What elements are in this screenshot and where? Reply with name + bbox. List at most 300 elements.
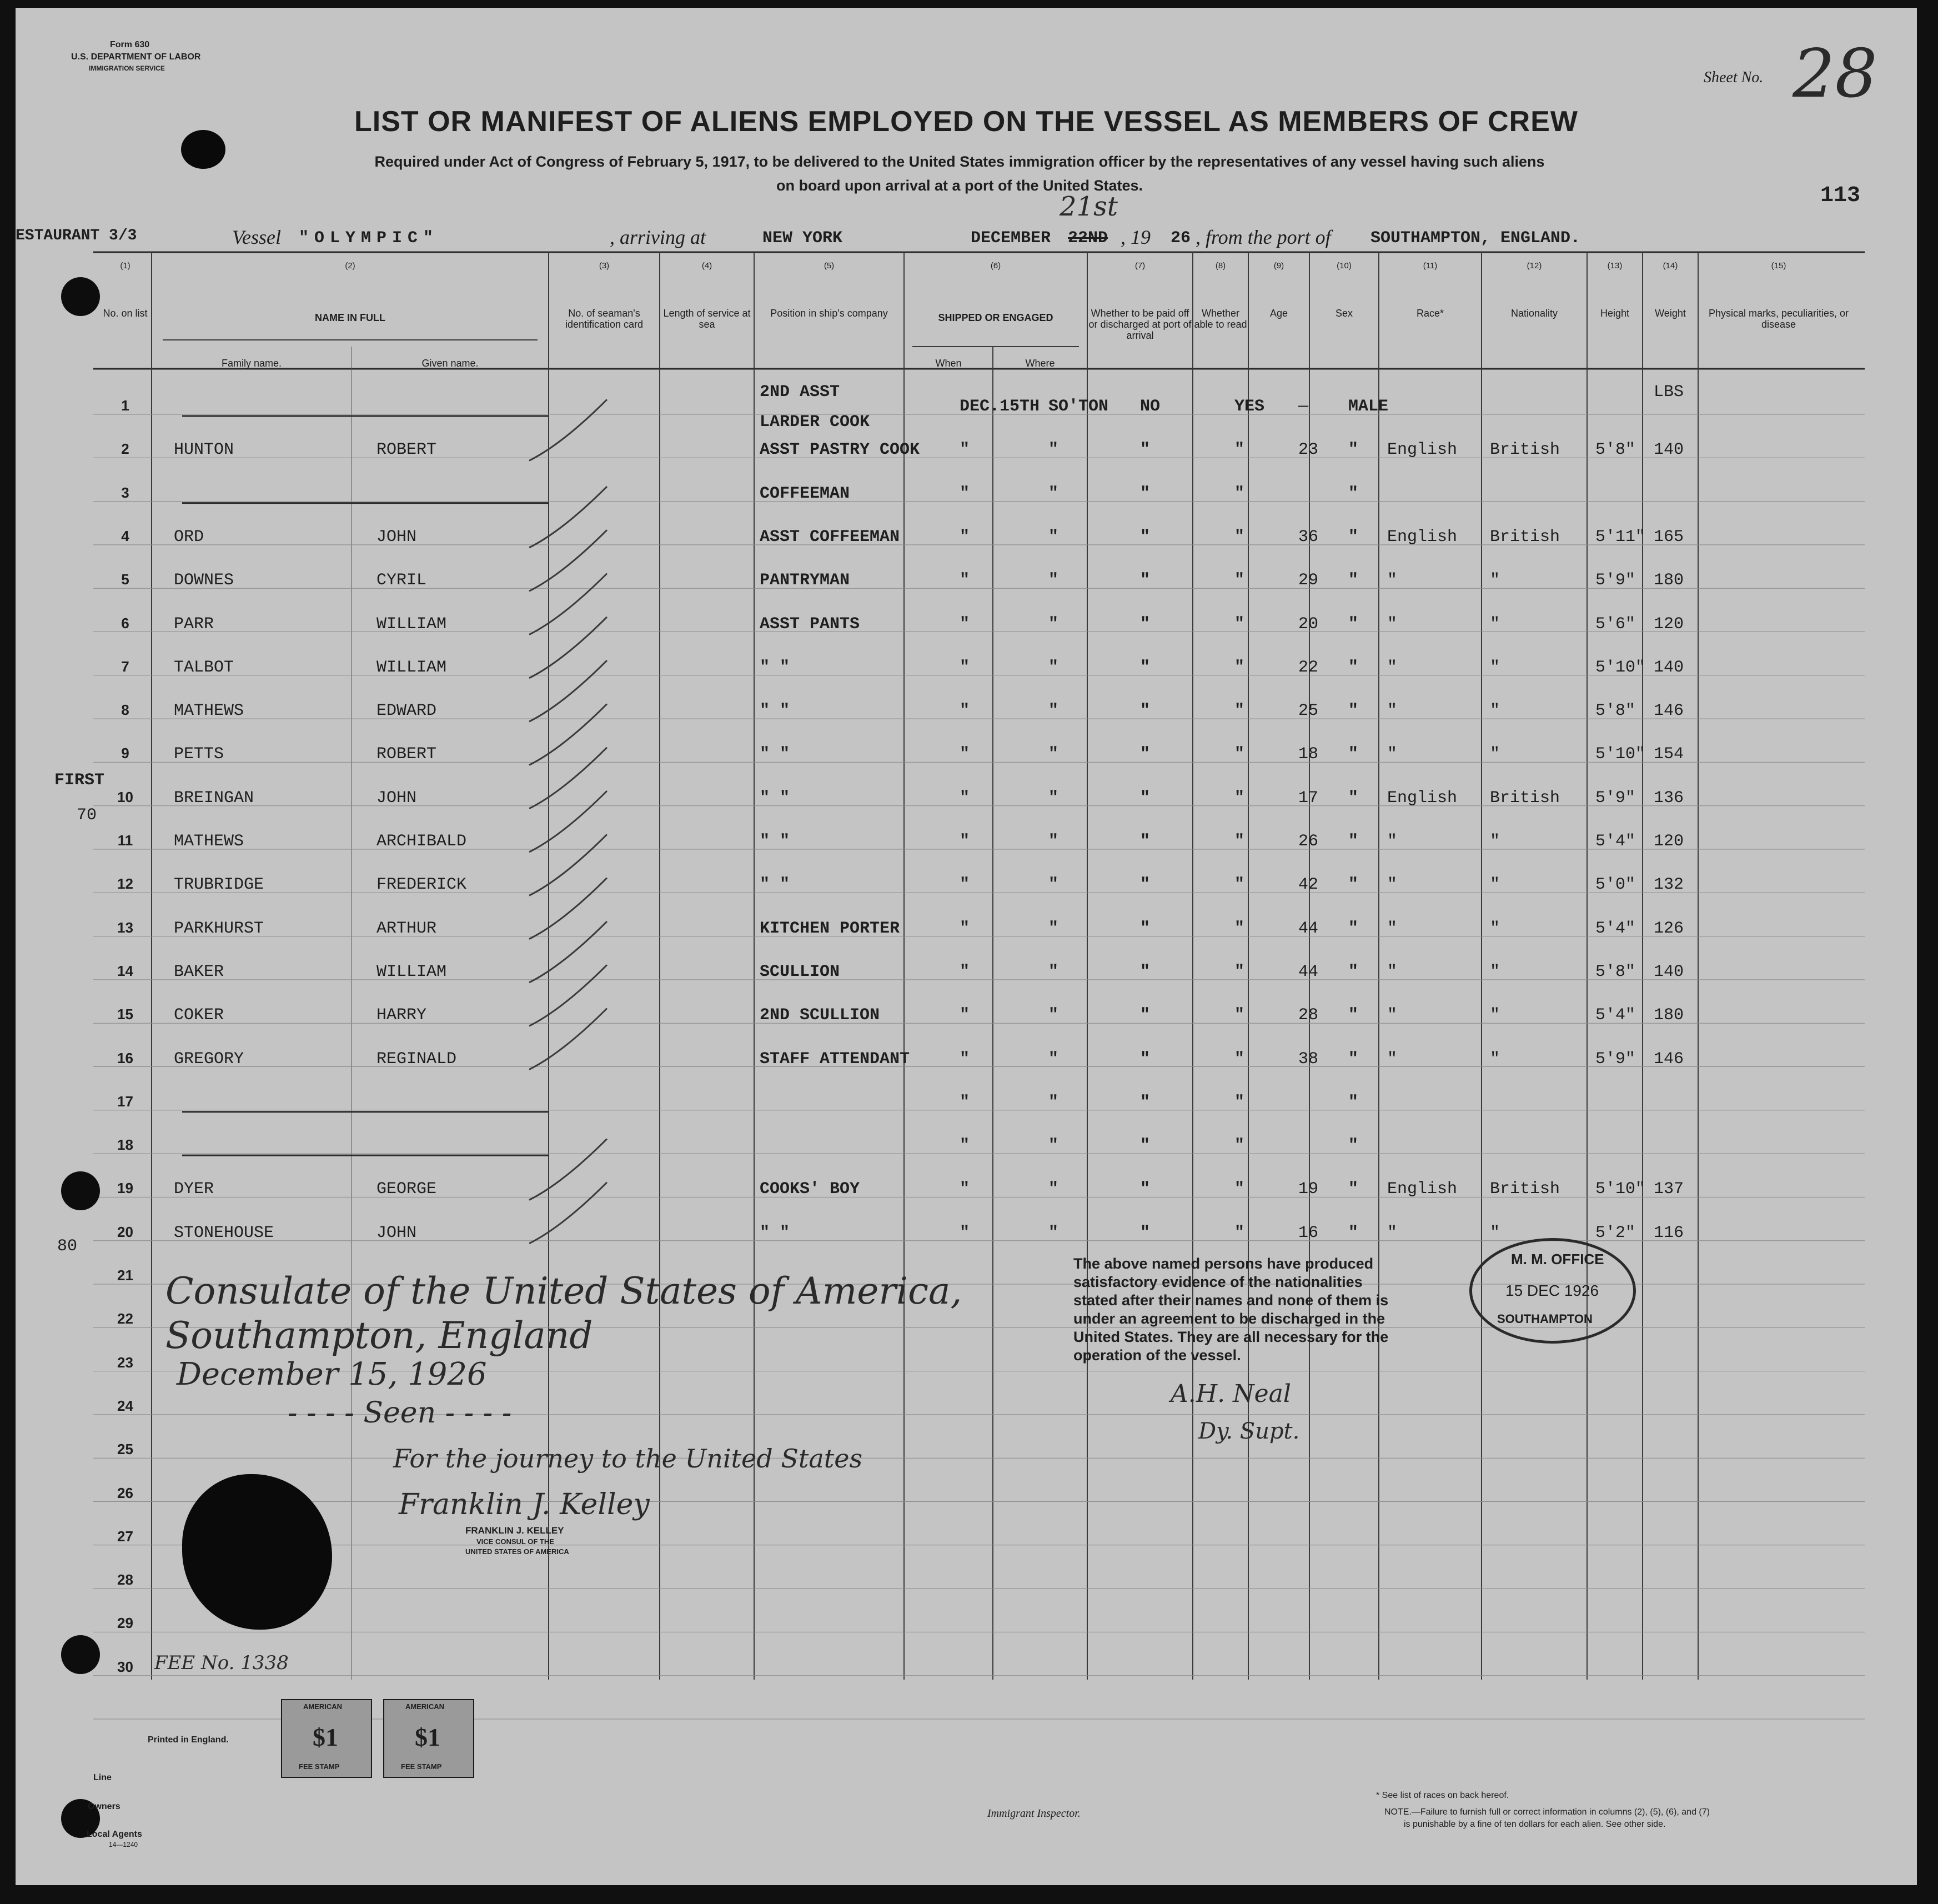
fee-stamp-1: [281, 1699, 372, 1778]
column-number-6: (6): [990, 261, 1001, 270]
cell-weight: 140: [1654, 962, 1684, 981]
cell-sex: ": [1348, 962, 1359, 981]
cell-age: 25: [1298, 702, 1319, 721]
sheet-number: 28: [1793, 36, 1877, 113]
margin-note-first: FIRST: [54, 771, 105, 790]
certification-signature-2: Dy. Supt.: [1198, 1419, 1300, 1444]
cell-given-name: JOHN: [376, 1223, 417, 1242]
immigrant-inspector-label: Immigrant Inspector.: [987, 1807, 1081, 1820]
vessel-label: Vessel: [232, 226, 281, 248]
cell-able-to-read: ": [1234, 745, 1245, 764]
fee-stamp-1-bottom: FEE STAMP: [299, 1762, 340, 1771]
cell-height: 5'2": [1595, 1223, 1636, 1242]
row-number: 4: [121, 527, 129, 544]
cell-weight: LBS: [1654, 383, 1684, 402]
cell-weight: 140: [1654, 440, 1684, 460]
cell-height: 5'10": [1595, 745, 1646, 764]
footer-local-agents: Local Agents: [87, 1830, 142, 1839]
cell-shipped-where: ": [1048, 484, 1059, 503]
consulate-line-2: Southampton, England: [165, 1314, 593, 1357]
printed-in-england: Printed in England.: [148, 1735, 229, 1745]
row-number: 18: [117, 1136, 133, 1154]
cell-able-to-read: YES: [1234, 397, 1265, 416]
cell-race: ": [1387, 571, 1398, 590]
cell-race: ": [1387, 745, 1398, 764]
cell-shipped-where: ": [1048, 440, 1059, 460]
consulate-seen: - - - - Seen - - - -: [288, 1396, 512, 1430]
department-code: ESTAURANT 3/3: [16, 227, 137, 244]
cell-position: COFFEEMAN: [760, 484, 850, 503]
cell-weight: 120: [1654, 614, 1684, 634]
cell-shipped-when: ": [960, 745, 970, 764]
cell-shipped-where: ": [1048, 571, 1059, 590]
form-number: Form 630: [110, 40, 150, 49]
cell-position: 2ND ASST: [760, 383, 840, 402]
row-number: 14: [117, 962, 133, 979]
cell-shipped-when: ": [960, 1049, 970, 1069]
row-number: 2: [121, 440, 129, 458]
office-stamp-top: M. M. OFFICE: [1511, 1251, 1604, 1267]
fee-stamp-2: [383, 1699, 474, 1778]
cell-age: 17: [1298, 788, 1319, 808]
row-number: 27: [117, 1527, 133, 1545]
cell-shipped-where: ": [1048, 962, 1059, 981]
check-mark: [529, 704, 607, 765]
consul-stamp-title-1: VICE CONSUL OF THE: [476, 1537, 554, 1546]
cell-family-name: MATHEWS: [174, 702, 244, 721]
consul-stamp-name: FRANKLIN J. KELLEY: [465, 1525, 564, 1536]
check-mark: [529, 617, 607, 678]
cell-age: 38: [1298, 1049, 1319, 1069]
cell-height: 5'0": [1595, 875, 1636, 895]
cell-shipped-where: ": [1048, 614, 1059, 634]
fine-note-1: NOTE.—Failure to furnish full or correct information in columns (2), (5), (6), and (7): [1384, 1807, 1710, 1817]
cell-family-name: TALBOT: [174, 658, 234, 677]
cell-sex: MALE: [1348, 397, 1389, 416]
requirement-line-2: on board upon arrival at a port of the United States.: [776, 177, 1143, 194]
cell-paid-off: ": [1140, 702, 1151, 721]
cell-nationality: British: [1490, 788, 1560, 808]
column-number-11: (11): [1423, 261, 1438, 270]
cell-sex: ": [1348, 440, 1359, 460]
cell-shipped-when: ": [960, 658, 970, 677]
cell-shipped-where: ": [1048, 1223, 1059, 1242]
punch-hole-3: [61, 1635, 100, 1674]
consulate-date: December 15, 1926: [177, 1356, 487, 1392]
cell-shipped-where: ": [1048, 875, 1059, 895]
cell-weight: 165: [1654, 527, 1684, 547]
cell-weight: 132: [1654, 875, 1684, 895]
cell-given-name: GEORGE: [376, 1180, 437, 1199]
from-port-label: , from the port of: [1196, 226, 1331, 248]
check-mark: [529, 1139, 607, 1200]
cell-able-to-read: ": [1234, 919, 1245, 938]
cell-weight: 180: [1654, 571, 1684, 590]
cell-height: 5'10": [1595, 658, 1646, 677]
cell-paid-off: ": [1140, 875, 1151, 895]
cell-family-name: DYER: [174, 1180, 214, 1199]
cell-family-name: MATHEWS: [174, 832, 244, 851]
cell-shipped-when: ": [960, 962, 970, 981]
cell-age: 16: [1298, 1223, 1319, 1242]
cell-shipped-when: ": [960, 1136, 970, 1156]
row-number: 12: [117, 875, 133, 893]
cell-paid-off: ": [1140, 832, 1151, 851]
cell-age: 29: [1298, 571, 1319, 590]
cell-sex: ": [1348, 1180, 1359, 1199]
cell-weight: 120: [1654, 832, 1684, 851]
cell-sex: ": [1348, 832, 1359, 851]
year-prefix: , 19: [1121, 226, 1151, 248]
cell-given-name: WILLIAM: [376, 614, 447, 634]
column-number-5: (5): [824, 261, 835, 270]
row-number: 17: [117, 1093, 133, 1110]
column-number-8: (8): [1215, 261, 1226, 270]
consulate-journey: For the journey to the United States: [393, 1444, 863, 1474]
cell-age: 22: [1298, 658, 1319, 677]
cell-age: 42: [1298, 875, 1319, 895]
check-mark: [529, 399, 607, 460]
cell-shipped-when: ": [960, 440, 970, 460]
fee-stamp-2-bottom: FEE STAMP: [401, 1762, 442, 1771]
cell-given-name: FREDERICK: [376, 875, 467, 895]
cell-height: 5'4": [1595, 1006, 1636, 1025]
cell-shipped-where: ": [1048, 1136, 1059, 1156]
cell-shipped-when: ": [960, 919, 970, 938]
cell-able-to-read: ": [1234, 440, 1245, 460]
cell-race: ": [1387, 1049, 1398, 1069]
certification-signature-1: A.H. Neal: [1171, 1380, 1291, 1408]
cell-sex: ": [1348, 527, 1359, 547]
cell-family-name: DOWNES: [174, 571, 234, 590]
cell-race: ": [1387, 962, 1398, 981]
column-subheader-2-2: Given name.: [421, 358, 479, 369]
cell-height: 5'9": [1595, 571, 1636, 590]
cell-age: 26: [1298, 832, 1319, 851]
row-number: 7: [121, 658, 129, 675]
row-number: 21: [117, 1267, 133, 1284]
cell-able-to-read: ": [1234, 1093, 1245, 1112]
cell-able-to-read: ": [1234, 832, 1245, 851]
cell-sex: ": [1348, 1006, 1359, 1025]
column-number-2: (2): [345, 261, 355, 270]
cell-race: English: [1387, 527, 1458, 547]
cell-paid-off: ": [1140, 1180, 1151, 1199]
column-subheader-6-1: When: [935, 358, 962, 369]
cell-sex: ": [1348, 875, 1359, 895]
column-header-13: Height: [1600, 308, 1630, 319]
row-number: 11: [117, 832, 133, 849]
cell-sex: ": [1348, 658, 1359, 677]
row-number: 3: [121, 484, 129, 501]
cell-paid-off: ": [1140, 962, 1151, 981]
cell-paid-off: ": [1140, 1006, 1151, 1025]
cell-shipped-when: ": [960, 702, 970, 721]
cell-nationality: ": [1490, 1223, 1500, 1242]
cell-nationality: ": [1490, 745, 1500, 764]
cell-shipped-when: ": [960, 571, 970, 590]
cell-age: 36: [1298, 527, 1319, 547]
cell-able-to-read: ": [1234, 1180, 1245, 1199]
arrival-day-struck: 22ND: [1068, 229, 1108, 248]
cell-age: 23: [1298, 440, 1319, 460]
cell-age: 44: [1298, 919, 1319, 938]
cell-position-line-2: LARDER COOK: [760, 413, 870, 432]
cell-family-name: BREINGAN: [174, 788, 254, 808]
cell-given-name: ARCHIBALD: [376, 832, 467, 851]
cell-race: English: [1387, 440, 1458, 460]
cell-age: 28: [1298, 1006, 1319, 1025]
cell-shipped-where: ": [1048, 745, 1059, 764]
cell-sex: ": [1348, 1136, 1359, 1156]
cell-able-to-read: ": [1234, 484, 1245, 503]
cell-height: 5'4": [1595, 919, 1636, 938]
column-header-15: Physical marks, peculiarities, or disease: [1708, 308, 1849, 330]
cell-sex: ": [1348, 1093, 1359, 1112]
cell-weight: 146: [1654, 702, 1684, 721]
office-stamp-date: 15 DEC 1926: [1505, 1282, 1599, 1299]
cell-able-to-read: ": [1234, 1049, 1245, 1069]
cell-shipped-where: ": [1048, 919, 1059, 938]
certification-text: The above named persons have produced satisfactory evidence of the nationalities stated after their names and none of them is under an agreement to be discharged in the United States. They are all necessary for the operation of the vessel.: [1073, 1255, 1389, 1364]
cell-paid-off: ": [1140, 788, 1151, 808]
cell-age: 20: [1298, 614, 1319, 634]
cell-given-name: ROBERT: [376, 745, 437, 764]
cell-sex: ": [1348, 1223, 1359, 1242]
cell-weight: 136: [1654, 788, 1684, 808]
cell-nationality: ": [1490, 702, 1500, 721]
cell-shipped-when: ": [960, 832, 970, 851]
cell-shipped-when: ": [960, 788, 970, 808]
cell-position: KITCHEN PORTER: [760, 919, 900, 938]
cell-paid-off: ": [1140, 484, 1151, 503]
cell-race: English: [1387, 788, 1458, 808]
row-number: 9: [121, 745, 129, 762]
footer-form-code: 14—1240: [109, 1841, 138, 1848]
cell-paid-off: ": [1140, 1049, 1151, 1069]
cell-height: 5'6": [1595, 614, 1636, 634]
races-note: * See list of races on back hereof.: [1376, 1791, 1509, 1800]
fee-number: FEE No. 1338: [154, 1652, 289, 1674]
cell-able-to-read: ": [1234, 1136, 1245, 1156]
cell-paid-off: ": [1140, 745, 1151, 764]
margin-note-70: 70: [77, 806, 97, 825]
cell-able-to-read: ": [1234, 962, 1245, 981]
punch-hole-1: [61, 277, 100, 316]
column-header-11: Race*: [1416, 308, 1444, 319]
cell-nationality: ": [1490, 1006, 1500, 1025]
check-mark: [529, 748, 607, 809]
cell-given-name: EDWARD: [376, 702, 437, 721]
row-number: 28: [117, 1571, 133, 1589]
cell-age: 19: [1298, 1180, 1319, 1199]
cell-nationality: ": [1490, 919, 1500, 938]
cell-weight: 140: [1654, 658, 1684, 677]
office-stamp-bottom: SOUTHAMPTON: [1497, 1312, 1593, 1326]
cell-shipped-where: ": [1048, 658, 1059, 677]
row-number: 20: [117, 1223, 133, 1240]
column-header-14: Weight: [1655, 308, 1686, 319]
cell-paid-off: ": [1140, 614, 1151, 634]
department-label: U.S. DEPARTMENT OF LABOR: [71, 52, 201, 62]
cell-shipped-when: ": [960, 1006, 970, 1025]
cell-race: ": [1387, 658, 1398, 677]
cell-position: " ": [760, 788, 790, 808]
cell-able-to-read: ": [1234, 1223, 1245, 1242]
cell-age: 18: [1298, 745, 1319, 764]
cell-age: —: [1298, 397, 1309, 416]
cell-height: 5'9": [1595, 1049, 1636, 1069]
column-number-7: (7): [1134, 261, 1146, 270]
cell-shipped-where: ": [1048, 788, 1059, 808]
cell-nationality: British: [1490, 1180, 1560, 1199]
cell-position: PANTRYMAN: [760, 571, 850, 590]
cell-height: 5'9": [1595, 788, 1636, 808]
cell-age: 44: [1298, 962, 1319, 981]
row-number: 25: [117, 1441, 133, 1458]
cell-family-name: HUNTON: [174, 440, 234, 460]
cell-weight: 116: [1654, 1223, 1684, 1242]
check-mark: [529, 878, 607, 939]
cell-able-to-read: ": [1234, 1006, 1245, 1025]
sheet-label: Sheet No.: [1704, 69, 1764, 86]
cell-family-name: TRUBRIDGE: [174, 875, 264, 895]
cell-sex: ": [1348, 702, 1359, 721]
check-mark: [529, 574, 607, 635]
check-mark: [529, 487, 607, 548]
column-subheader-6-2: Where: [1025, 358, 1055, 369]
punch-hole-2: [61, 1171, 100, 1210]
row-number: 30: [117, 1658, 133, 1675]
cell-sex: ": [1348, 1049, 1359, 1069]
check-mark: [529, 660, 607, 721]
cell-height: 5'8": [1595, 962, 1636, 981]
cell-nationality: ": [1490, 614, 1500, 634]
arrival-year: 26: [1171, 229, 1191, 248]
cell-shipped-where: ": [1048, 1180, 1059, 1199]
column-number-10: (10): [1337, 261, 1352, 270]
cell-position: SCULLION: [760, 962, 840, 981]
row-number: 8: [121, 702, 129, 719]
cell-family-name: PARR: [174, 614, 214, 634]
row-number: 19: [117, 1180, 133, 1197]
cell-shipped-when: ": [960, 1180, 970, 1199]
cell-nationality: ": [1490, 875, 1500, 895]
cell-weight: 180: [1654, 1006, 1684, 1025]
vessel-name: "OLYMPIC": [299, 229, 439, 248]
cell-height: 5'8": [1595, 440, 1636, 460]
cell-paid-off: ": [1140, 527, 1151, 547]
row-number: 15: [117, 1006, 133, 1023]
cell-given-name: REGINALD: [376, 1049, 457, 1069]
column-number-15: (15): [1771, 261, 1786, 270]
column-subheader-2-1: Family name.: [221, 358, 282, 369]
cell-paid-off: NO: [1140, 397, 1161, 416]
cell-race: English: [1387, 1180, 1458, 1199]
cell-race: ": [1387, 919, 1398, 938]
row-number: 6: [121, 614, 129, 632]
cell-family-name: BAKER: [174, 962, 224, 981]
fee-stamp-2-value: $1: [415, 1723, 440, 1751]
cell-paid-off: ": [1140, 919, 1151, 938]
cell-family-name: COKER: [174, 1006, 224, 1025]
check-mark: [529, 1183, 607, 1244]
cell-sex: ": [1348, 614, 1359, 634]
departure-port: SOUTHAMPTON, ENGLAND.: [1370, 229, 1581, 248]
column-header-10: Sex: [1335, 308, 1353, 319]
cell-able-to-read: ": [1234, 527, 1245, 547]
cell-family-name: STONEHOUSE: [174, 1223, 274, 1242]
cell-nationality: British: [1490, 440, 1560, 460]
cell-race: ": [1387, 832, 1398, 851]
cell-family-name: GREGORY: [174, 1049, 244, 1069]
cell-sex: ": [1348, 919, 1359, 938]
cell-position: ASST PASTRY COOK: [760, 440, 920, 460]
check-mark: [529, 530, 607, 591]
cell-paid-off: ": [1140, 658, 1151, 677]
column-header-6: SHIPPED OR ENGAGED: [938, 312, 1053, 323]
column-number-14: (14): [1663, 261, 1678, 270]
cell-nationality: ": [1490, 832, 1500, 851]
cell-position: ASST PANTS: [760, 614, 860, 634]
cell-height: 5'4": [1595, 832, 1636, 851]
cell-sex: ": [1348, 788, 1359, 808]
cell-paid-off: ": [1140, 1136, 1151, 1156]
cell-shipped-where: ": [1048, 1006, 1059, 1025]
cell-shipped-when: DEC.15TH: [960, 397, 1040, 416]
column-header-2: NAME IN FULL: [315, 312, 385, 323]
service-label: IMMIGRATION SERVICE: [89, 64, 165, 72]
cell-weight: 154: [1654, 745, 1684, 764]
cell-position: " ": [760, 1223, 790, 1242]
cell-sex: ": [1348, 745, 1359, 764]
cell-nationality: ": [1490, 658, 1500, 677]
cell-race: ": [1387, 1223, 1398, 1242]
form-title: LIST OR MANIFEST OF ALIENS EMPLOYED ON THE VESSEL AS MEMBERS OF CREW: [354, 106, 1578, 138]
cell-height: 5'8": [1595, 702, 1636, 721]
page-number: 113: [1820, 183, 1861, 208]
column-number-12: (12): [1527, 261, 1542, 270]
requirement-line-1: Required under Act of Congress of February 5, 1917, to be delivered to the United States immigration officer by the representatives of any vessel having such aliens: [374, 153, 1545, 170]
cell-family-name: PETTS: [174, 745, 224, 764]
cell-able-to-read: ": [1234, 658, 1245, 677]
row-number: 13: [117, 919, 133, 936]
fine-note-2: is punishable by a fine of ten dollars for each alien. See other side.: [1404, 1820, 1666, 1829]
row-number: 26: [117, 1484, 133, 1501]
footer-line: Line: [93, 1773, 112, 1782]
cell-able-to-read: ": [1234, 614, 1245, 634]
ink-blot-top: [181, 130, 225, 169]
cell-shipped-when: ": [960, 484, 970, 503]
column-header-5: Position in ship's company: [770, 308, 888, 319]
footer-owners: Owners: [88, 1802, 121, 1811]
cell-able-to-read: ": [1234, 571, 1245, 590]
cell-family-name: PARKHURST: [174, 919, 264, 938]
check-mark: [529, 1009, 607, 1070]
cell-given-name: CYRIL: [376, 571, 427, 590]
column-number-13: (13): [1607, 261, 1623, 270]
row-number: 24: [117, 1397, 133, 1414]
cell-given-name: ROBERT: [376, 440, 437, 460]
cell-nationality: British: [1490, 527, 1560, 547]
column-header-12: Nationality: [1510, 308, 1558, 319]
cell-able-to-read: ": [1234, 702, 1245, 721]
cell-given-name: ARTHUR: [376, 919, 437, 938]
column-header-7: Whether to be paid off or discharged at port of arrival: [1088, 308, 1192, 341]
column-header-4: Length of service at sea: [663, 308, 751, 330]
arriving-label: , arriving at: [610, 226, 706, 248]
cell-paid-off: ": [1140, 571, 1151, 590]
